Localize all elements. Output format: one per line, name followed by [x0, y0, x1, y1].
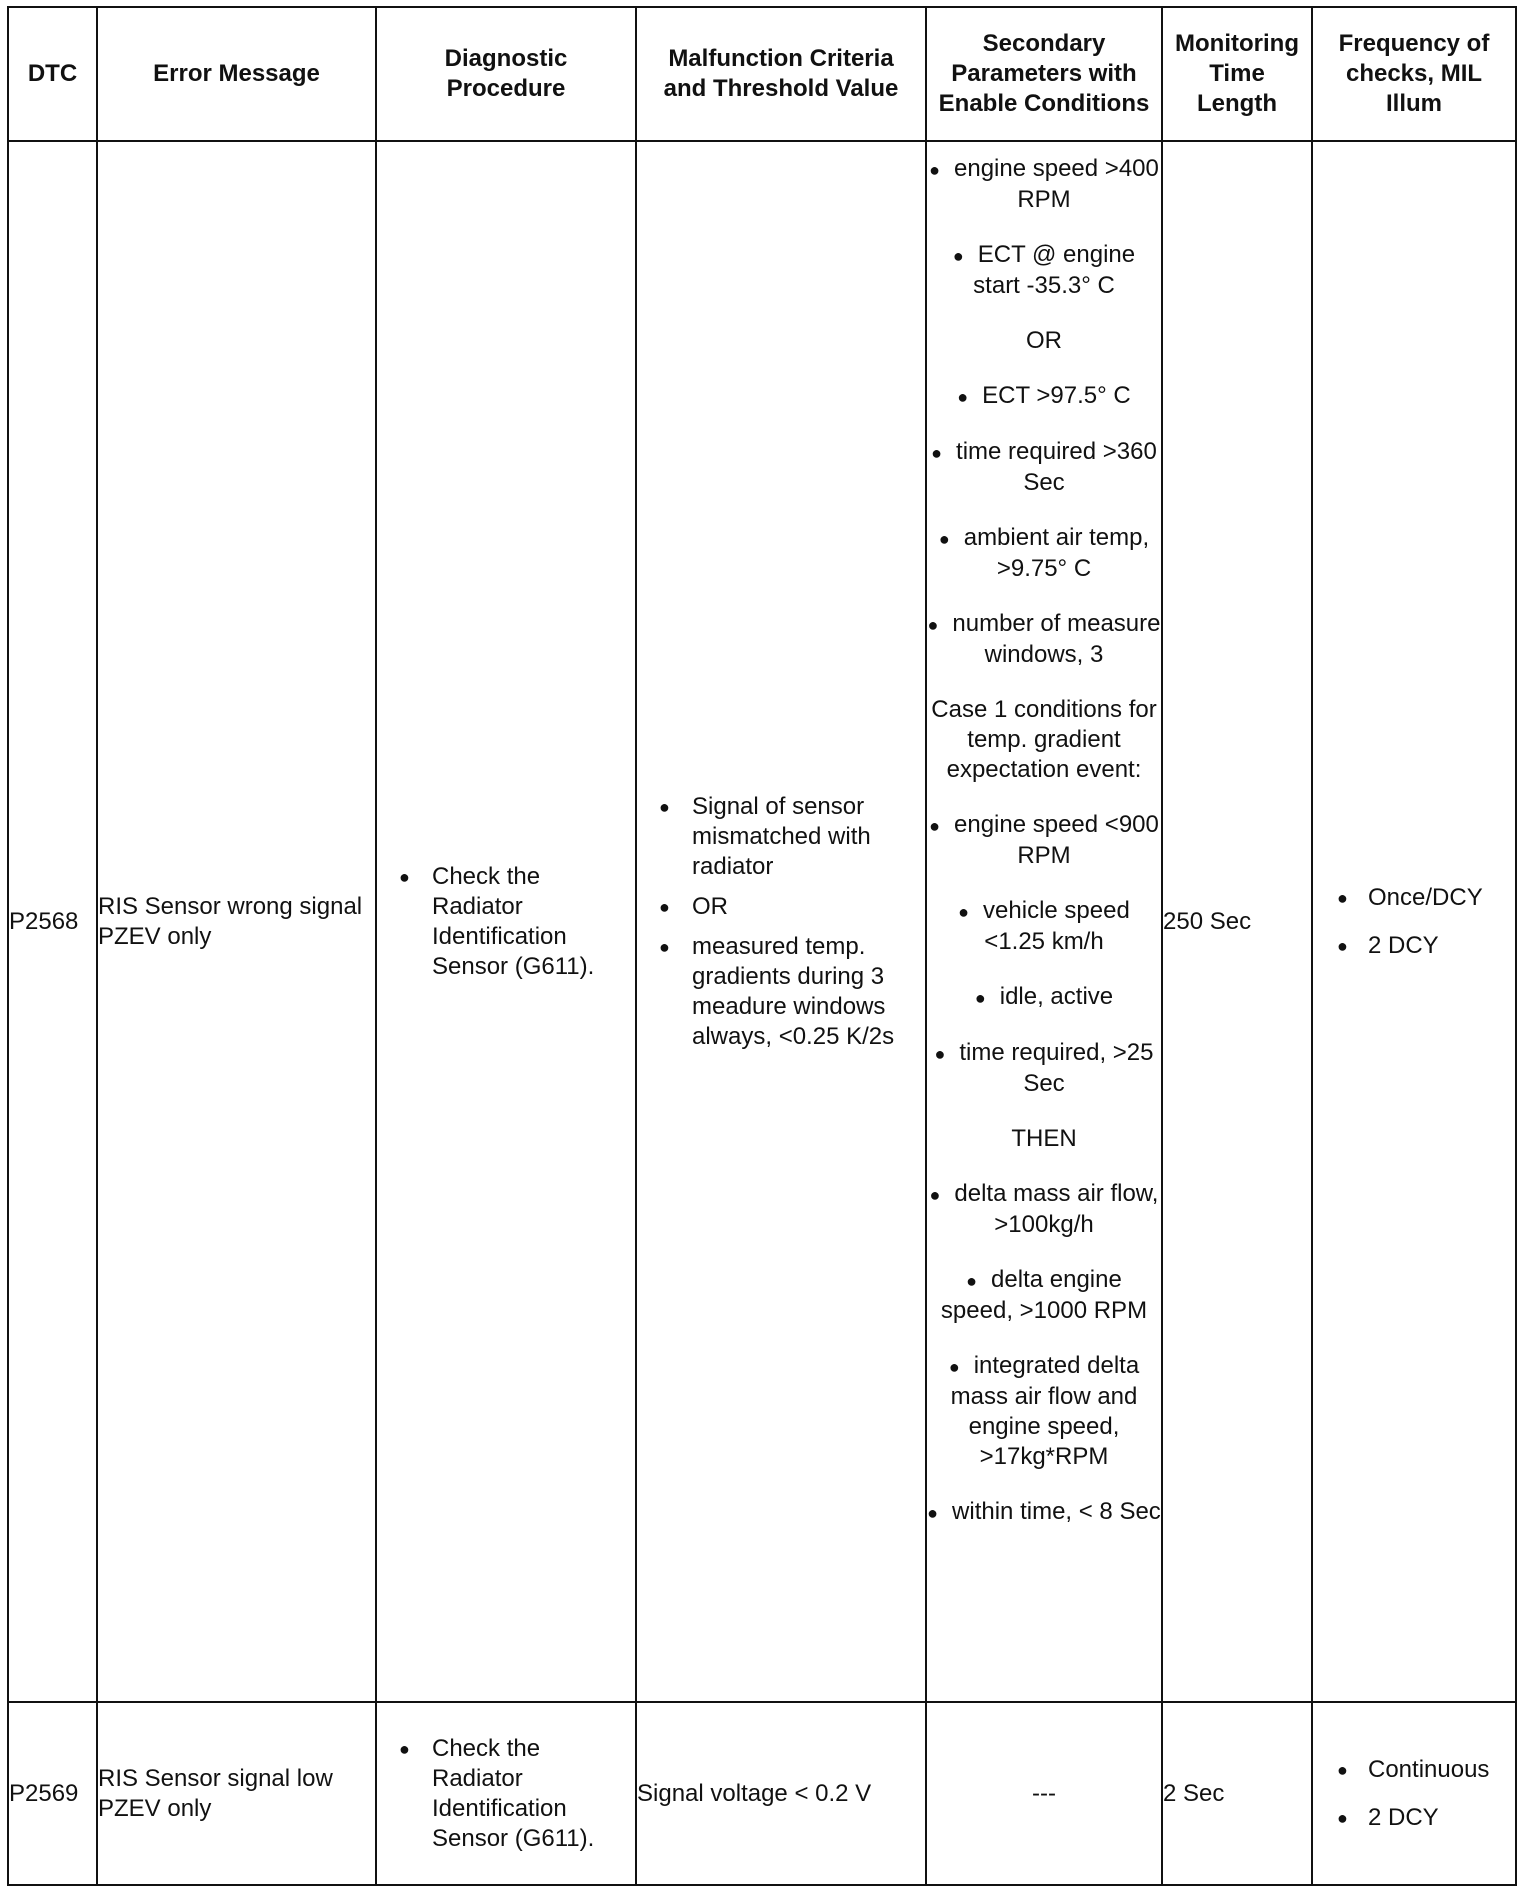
frequency	[1312, 1702, 1516, 1885]
secondary-item-text: ● ECT >97.5° C	[957, 382, 1130, 409]
secondary-item-text: ● delta engine speed, >1000 RPM	[941, 1266, 1147, 1324]
secondary-item	[927, 1265, 1161, 1326]
procedure-item: ● Check the Radiator Identification Sensor (G611).	[377, 1734, 635, 1854]
secondary-item	[927, 523, 1161, 584]
secondary-item	[927, 1351, 1161, 1472]
secondary-item-text: THEN	[1011, 1125, 1077, 1152]
secondary-item-text: ● idle, active	[975, 983, 1113, 1010]
secondary-item-text: ● ambient air temp, >9.75° C	[939, 524, 1149, 582]
secondary-item	[927, 1124, 1161, 1154]
secondary-item-text: ● within time, < 8 Sec	[927, 1498, 1161, 1525]
secondary-item-text: ● vehicle speed <1.25 km/h	[958, 897, 1130, 955]
header-frequency: Frequency of checks, MIL Illum	[1312, 7, 1516, 141]
secondary-item-text: ● engine speed >400 RPM	[929, 155, 1159, 213]
frequency-item: ● 2 DCY	[1313, 931, 1515, 961]
malfunction-item: ● OR	[637, 892, 925, 922]
header-diagnostic-procedure: Diagnostic Procedure	[376, 7, 636, 141]
dtc-table	[7, 6, 1517, 1886]
monitoring-time: 250 Sec	[1162, 141, 1312, 1702]
secondary-item-text: OR	[1026, 327, 1062, 354]
secondary-item-text: Case 1 conditions for temp. gradient expectation event:	[931, 696, 1157, 783]
secondary-item	[927, 381, 1161, 412]
secondary-item	[927, 810, 1161, 871]
frequency	[1312, 141, 1516, 1702]
secondary-parameters: ---	[926, 1702, 1162, 1885]
secondary-item	[927, 1179, 1161, 1240]
secondary-item	[927, 1038, 1161, 1099]
secondary-parameters	[926, 141, 1162, 1702]
header-error-message: Error Message	[97, 7, 376, 141]
secondary-item-text: ● time required >360 Sec	[931, 438, 1157, 496]
secondary-item	[927, 437, 1161, 498]
header-dtc: DTC	[8, 7, 97, 141]
table-row-p2569	[8, 1702, 1516, 1885]
frequency-item: ● Once/DCY	[1313, 883, 1515, 913]
frequency-item: ● 2 DCY	[1313, 1803, 1515, 1833]
secondary-item-text: ● number of measure windows, 3	[928, 610, 1161, 668]
secondary-item	[927, 154, 1161, 215]
diagnostic-procedure	[376, 1702, 636, 1885]
secondary-item-text: ● engine speed <900 RPM	[929, 811, 1159, 869]
secondary-item	[927, 695, 1161, 785]
secondary-item	[927, 1497, 1161, 1528]
header-secondary-parameters: Secondary Parameters with Enable Conditions	[926, 7, 1162, 141]
error-message: RIS Sensor signal low PZEV only	[97, 1702, 376, 1885]
malfunction-criteria: Signal voltage < 0.2 V	[636, 1702, 926, 1885]
secondary-item-text: ● delta mass air flow, >100kg/h	[930, 1180, 1159, 1238]
procedure-item: ● Check the Radiator Identification Sensor (G611).	[377, 862, 635, 982]
error-message: RIS Sensor wrong signal PZEV only	[97, 141, 376, 1702]
malfunction-criteria	[636, 141, 926, 1702]
secondary-item-text: ● integrated delta mass air flow and engine speed, >17kg*RPM	[949, 1352, 1139, 1470]
secondary-item-text: ● ECT @ engine start -35.3° C	[953, 241, 1135, 299]
malfunction-item: ● measured temp. gradients during 3 meadure windows always, <0.25 K/2s	[637, 932, 925, 1052]
dtc-code: P2568	[8, 141, 97, 1702]
dtc-code: P2569	[8, 1702, 97, 1885]
secondary-item	[927, 326, 1161, 356]
header-malfunction-criteria: Malfunction Criteria and Threshold Value	[636, 7, 926, 141]
secondary-item-text: ● time required, >25 Sec	[935, 1039, 1154, 1097]
header-row	[8, 7, 1516, 141]
header-monitoring-time: Monitoring Time Length	[1162, 7, 1312, 141]
secondary-item	[927, 609, 1161, 670]
table-row-p2568	[8, 141, 1516, 1702]
frequency-item: ● Continuous	[1313, 1755, 1515, 1785]
diagnostic-procedure	[376, 141, 636, 1702]
monitoring-time: 2 Sec	[1162, 1702, 1312, 1885]
secondary-item	[927, 896, 1161, 957]
secondary-item	[927, 982, 1161, 1013]
malfunction-item: ● Signal of sensor mismatched with radiator	[637, 792, 925, 882]
secondary-item	[927, 240, 1161, 301]
